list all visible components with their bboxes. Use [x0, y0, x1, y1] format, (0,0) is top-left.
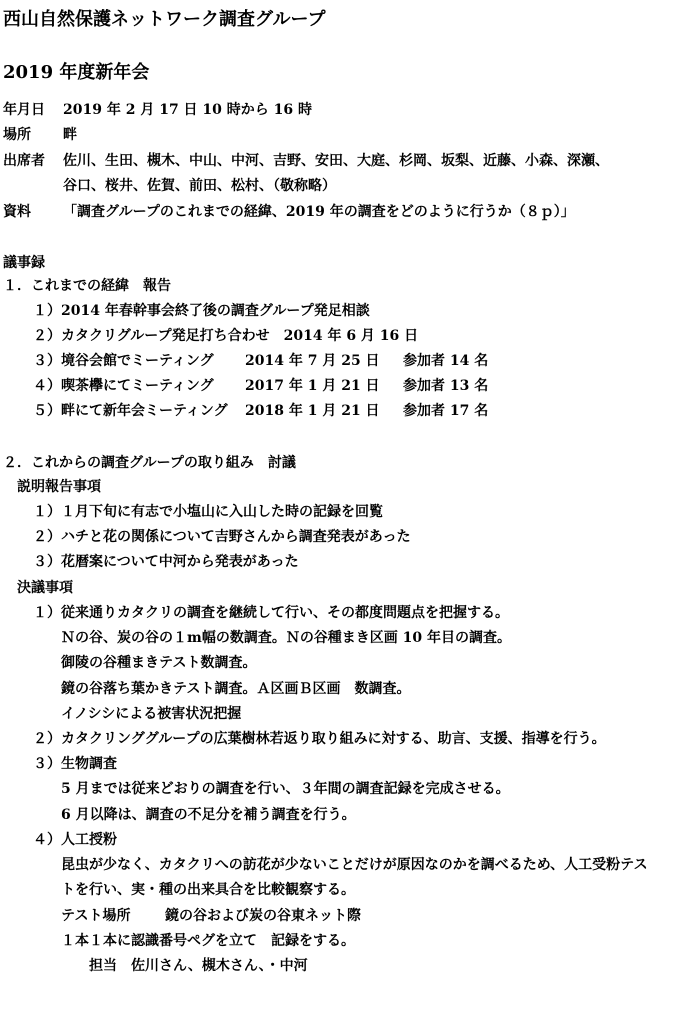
materials-row: [3, 203, 575, 221]
attendees-line-1: 佐川、生田、槻木、中山、中河、吉野、安田、大庭、杉岡、坂梨、近藤、小森、深瀬、: [63, 153, 609, 169]
history-item-text: ５）畔にて新年会ミーティング: [33, 403, 228, 419]
history-item-text: １）2014 年春幹事会終了後の調査グループ発足相談: [33, 303, 370, 319]
attendees-line-2: 谷口、桜井、佐賀、前田、松村、（敬称略）: [63, 178, 336, 194]
materials-value: 「調査グループのこれまでの経緯、2019 年の調査をどのように行うか（８ｐ）」: [63, 204, 575, 220]
history-item-participants: 参加者 17 名: [403, 403, 489, 419]
history-item-text: ４）喫茶欅にてミーティング: [33, 378, 214, 394]
resolution-item-4-head: ４）人工授粉: [33, 832, 117, 848]
minutes-heading: 議事録: [3, 255, 45, 271]
resolution-item-2-head: ２）カタクリンググループの広葉樹林若返り取り組みに対する、助言、支援、指導を行う。: [33, 731, 606, 747]
date-label: 年月日: [3, 102, 45, 118]
place-label: 場所: [3, 127, 31, 143]
history-item: [33, 302, 370, 320]
history-item-date: 2014 年 6 月 16 日: [283, 328, 419, 344]
charge-label: 担当: [89, 958, 117, 974]
resolution-item-1-line: Ｎの谷、炭の谷の１m幅の数調査。Ｎの谷種まき区画 10 年目の調査。: [61, 630, 512, 646]
history-item: [33, 377, 488, 395]
test-place-row: [61, 907, 361, 925]
place-value: 畔: [63, 127, 77, 143]
charge-value: 佐川さん、槻木さん、・中河: [131, 958, 308, 974]
history-item-date: 2018 年 1 月 21 日: [245, 403, 380, 419]
org-title: 西山自然保護ネットワーク調査グループ: [3, 9, 326, 30]
date-row: [3, 101, 312, 119]
materials-label: 資料: [3, 204, 31, 220]
event-title: 2019 年度新年会: [3, 62, 150, 83]
history-item-text: ３）境谷会館でミーティング: [33, 353, 214, 369]
section1-heading: １．これまでの経緯 報告: [3, 278, 171, 294]
resolution-item-4-line: １本１本に認識番号ペグを立て 記録をする。: [61, 933, 355, 949]
report-item: ２）ハチと花の関係について吉野さんから調査発表があった: [33, 529, 411, 545]
resolution-item-1-line: 御陵の谷種まきテスト数調査。: [61, 655, 257, 671]
test-place-value: 鏡の谷および炭の谷東ネット際: [165, 908, 361, 924]
history-item-date: 2017 年 1 月 21 日: [245, 378, 380, 394]
report-heading: 説明報告事項: [17, 479, 101, 495]
test-place-label: テスト場所: [61, 908, 131, 924]
place-row: [3, 126, 77, 144]
report-item: ３）花暦案について中河から発表があった: [33, 554, 299, 570]
section2-heading: ２．これからの調査グループの取り組み 討議: [3, 455, 296, 471]
history-item: [33, 352, 488, 370]
history-item: [33, 327, 418, 345]
resolution-item-3-line: 5 月までは従来どおりの調査を行い、３年間の調査記録を完成させる。: [61, 781, 510, 797]
resolution-heading: 決議事項: [17, 580, 73, 596]
history-item-participants: 参加者 14 名: [403, 353, 489, 369]
resolution-item-4-line: トを行い、実・種の出来具合を比較観察する。: [61, 882, 355, 898]
resolution-item-4-line: 昆虫が少なく、カタクリへの訪花が少ないことだけが原因なのかを調べるため、人工受粉テス: [61, 857, 648, 873]
history-item-date: 2014 年 7 月 25 日: [245, 353, 380, 369]
date-value: 2019 年 2 月 17 日 10 時から 16 時: [63, 102, 313, 118]
resolution-item-1-line: イノシシによる被害状況把握: [61, 706, 242, 722]
history-item-participants: 参加者 13 名: [403, 378, 489, 394]
report-item: １）１月下旬に有志で小塩山に入山した時の記録を回覧: [33, 504, 383, 520]
resolution-item-1-head: １）従来通りカタクリの調査を継続して行い、その都度問題点を把握する。: [33, 605, 509, 621]
attendees-row: [3, 152, 609, 170]
history-item: [33, 402, 488, 420]
resolution-item-3-head: ３）生物調査: [33, 756, 117, 772]
resolution-item-3-line: 6 月以降は、調査の不足分を補う調査を行う。: [61, 807, 356, 823]
resolution-item-1-line: 鏡の谷落ち葉かきテスト調査。Ａ区画Ｂ区画 数調査。: [61, 681, 411, 697]
attendees-label: 出席者: [3, 153, 45, 169]
charge-row: [89, 957, 308, 975]
history-item-text: ２）カタクリグループ発足打ち合わせ: [33, 328, 270, 344]
